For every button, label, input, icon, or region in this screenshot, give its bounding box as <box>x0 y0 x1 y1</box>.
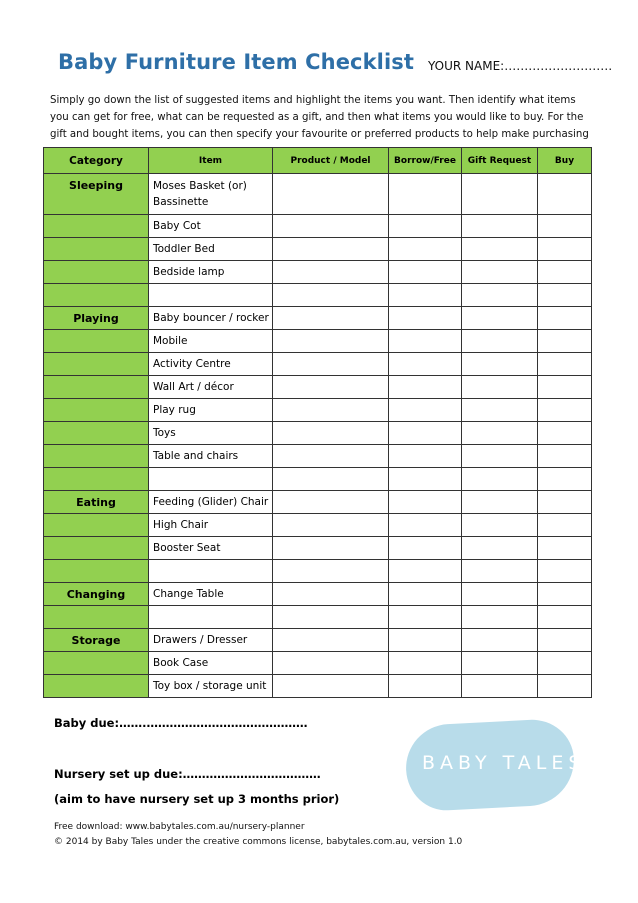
table-row <box>44 629 592 652</box>
product-model-cell <box>273 583 389 606</box>
item-cell: Drawers / Dresser <box>149 629 273 652</box>
gift-request-cell <box>462 560 538 583</box>
item-cell: Wall Art / décor <box>149 376 273 399</box>
item-cell: Mobile <box>149 330 273 353</box>
item-cell: Toddler Bed <box>149 238 273 261</box>
product-model-cell <box>273 399 389 422</box>
category-cell: Sleeping <box>44 174 149 215</box>
category-cell <box>44 399 149 422</box>
category-cell: Storage <box>44 629 149 652</box>
buy-cell <box>538 215 592 238</box>
item-cell: Moses Basket (or) Bassinette <box>149 174 273 215</box>
table-row <box>44 606 592 629</box>
category-cell <box>44 514 149 537</box>
buy-cell <box>538 606 592 629</box>
item-cell: Toys <box>149 422 273 445</box>
gift-request-cell <box>462 583 538 606</box>
borrow-free-cell <box>389 468 462 491</box>
product-model-cell <box>273 491 389 514</box>
table-row <box>44 491 592 514</box>
gift-request-cell <box>462 491 538 514</box>
gift-request-cell <box>462 468 538 491</box>
column-header-buy: Buy <box>538 148 592 174</box>
borrow-free-cell <box>389 445 462 468</box>
item-cell <box>149 284 273 307</box>
borrow-free-cell <box>389 174 462 215</box>
borrow-free-cell <box>389 215 462 238</box>
buy-cell <box>538 307 592 330</box>
gift-request-cell <box>462 307 538 330</box>
item-cell: Play rug <box>149 399 273 422</box>
table-row <box>44 174 592 215</box>
buy-cell <box>538 376 592 399</box>
footer-download: Free download: www.babytales.com.au/nursery-planner <box>54 822 305 832</box>
product-model-cell <box>273 514 389 537</box>
borrow-free-cell <box>389 675 462 698</box>
baby-tales-logo-text: BABY TALES <box>422 752 586 774</box>
intro-paragraph: Simply go down the list of suggested items and highlight the items you want. Then identify what items you can get for free, what can be requested as a gift, and then what items you would like to buy. For the gift and bought items, you can then specify your favourite or preferred products to help make purchasing <box>50 95 589 140</box>
gift-request-cell <box>462 399 538 422</box>
category-cell <box>44 238 149 261</box>
category-cell: Changing <box>44 583 149 606</box>
table-row <box>44 468 592 491</box>
borrow-free-cell <box>389 606 462 629</box>
table-row <box>44 514 592 537</box>
category-cell <box>44 537 149 560</box>
table-row <box>44 261 592 284</box>
gift-request-cell <box>462 174 538 215</box>
category-cell <box>44 652 149 675</box>
table-row <box>44 445 592 468</box>
table-row <box>44 376 592 399</box>
borrow-free-cell <box>389 491 462 514</box>
product-model-cell <box>273 445 389 468</box>
borrow-free-cell <box>389 652 462 675</box>
borrow-free-cell <box>389 261 462 284</box>
product-model-cell <box>273 652 389 675</box>
product-model-cell <box>273 675 389 698</box>
table-row <box>44 330 592 353</box>
checklist-table <box>43 147 592 698</box>
table-row <box>44 238 592 261</box>
your-name-field: YOUR NAME:……………………… <box>428 59 613 73</box>
item-cell: Toy box / storage unit <box>149 675 273 698</box>
gift-request-cell <box>462 330 538 353</box>
category-cell <box>44 215 149 238</box>
table-row <box>44 422 592 445</box>
buy-cell <box>538 468 592 491</box>
product-model-cell <box>273 606 389 629</box>
product-model-cell <box>273 353 389 376</box>
borrow-free-cell <box>389 376 462 399</box>
category-cell <box>44 330 149 353</box>
item-cell <box>149 560 273 583</box>
product-model-cell <box>273 560 389 583</box>
borrow-free-cell <box>389 399 462 422</box>
buy-cell <box>538 261 592 284</box>
category-cell: Eating <box>44 491 149 514</box>
borrow-free-cell <box>389 514 462 537</box>
table-row <box>44 215 592 238</box>
buy-cell <box>538 174 592 215</box>
gift-request-cell <box>462 238 538 261</box>
borrow-free-cell <box>389 353 462 376</box>
table-row <box>44 284 592 307</box>
buy-cell <box>538 445 592 468</box>
gift-request-cell <box>462 629 538 652</box>
page-title: Baby Furniture Item Checklist <box>58 50 415 74</box>
category-cell <box>44 261 149 284</box>
buy-cell <box>538 675 592 698</box>
buy-cell <box>538 284 592 307</box>
gift-request-cell <box>462 675 538 698</box>
gift-request-cell <box>462 606 538 629</box>
category-cell <box>44 606 149 629</box>
item-cell: Change Table <box>149 583 273 606</box>
baby-due-line: Baby due:…….…………………………………… <box>54 716 308 730</box>
gift-request-cell <box>462 215 538 238</box>
category-cell <box>44 445 149 468</box>
category-cell <box>44 284 149 307</box>
buy-cell <box>538 514 592 537</box>
category-cell <box>44 675 149 698</box>
buy-cell <box>538 652 592 675</box>
buy-cell <box>538 583 592 606</box>
buy-cell <box>538 537 592 560</box>
item-cell: Booster Seat <box>149 537 273 560</box>
buy-cell <box>538 560 592 583</box>
table-row <box>44 583 592 606</box>
gift-request-cell <box>462 537 538 560</box>
category-cell <box>44 353 149 376</box>
gift-request-cell <box>462 261 538 284</box>
category-cell <box>44 560 149 583</box>
buy-cell <box>538 491 592 514</box>
column-header-borrow-free: Borrow/Free <box>389 148 462 174</box>
table-row <box>44 675 592 698</box>
buy-cell <box>538 330 592 353</box>
product-model-cell <box>273 468 389 491</box>
borrow-free-cell <box>389 238 462 261</box>
product-model-cell <box>273 174 389 215</box>
table-row <box>44 353 592 376</box>
item-cell: High Chair <box>149 514 273 537</box>
product-model-cell <box>273 537 389 560</box>
buy-cell <box>538 629 592 652</box>
product-model-cell <box>273 284 389 307</box>
product-model-cell <box>273 261 389 284</box>
item-cell: Activity Centre <box>149 353 273 376</box>
column-header-category: Category <box>44 148 149 174</box>
item-cell: Baby Cot <box>149 215 273 238</box>
gift-request-cell <box>462 652 538 675</box>
category-cell: Playing <box>44 307 149 330</box>
item-cell: Bedside lamp <box>149 261 273 284</box>
item-cell: Feeding (Glider) Chair <box>149 491 273 514</box>
gift-request-cell <box>462 284 538 307</box>
item-cell: Book Case <box>149 652 273 675</box>
item-cell: Table and chairs <box>149 445 273 468</box>
product-model-cell <box>273 376 389 399</box>
gift-request-cell <box>462 376 538 399</box>
buy-cell <box>538 422 592 445</box>
gift-request-cell <box>462 422 538 445</box>
borrow-free-cell <box>389 330 462 353</box>
buy-cell <box>538 238 592 261</box>
column-header-item: Item <box>149 148 273 174</box>
nursery-note: (aim to have nursery set up 3 months prior) <box>54 792 340 806</box>
buy-cell <box>538 353 592 376</box>
item-cell <box>149 468 273 491</box>
borrow-free-cell <box>389 307 462 330</box>
buy-cell <box>538 399 592 422</box>
borrow-free-cell <box>389 560 462 583</box>
footer-copyright: © 2014 by Baby Tales under the creative commons license, babytales.com.au, version 1.0 <box>54 837 463 847</box>
borrow-free-cell <box>389 284 462 307</box>
product-model-cell <box>273 330 389 353</box>
gift-request-cell <box>462 445 538 468</box>
borrow-free-cell <box>389 422 462 445</box>
category-cell <box>44 422 149 445</box>
column-header-gift-request: Gift Request <box>462 148 538 174</box>
gift-request-cell <box>462 353 538 376</box>
borrow-free-cell <box>389 537 462 560</box>
table-row <box>44 560 592 583</box>
category-cell <box>44 468 149 491</box>
table-row <box>44 537 592 560</box>
table-header-row <box>44 148 592 174</box>
gift-request-cell <box>462 514 538 537</box>
table-row <box>44 399 592 422</box>
product-model-cell <box>273 629 389 652</box>
item-cell: Baby bouncer / rocker <box>149 307 273 330</box>
borrow-free-cell <box>389 629 462 652</box>
item-cell <box>149 606 273 629</box>
column-header-product-model: Product / Model <box>273 148 389 174</box>
table-body <box>44 174 592 698</box>
borrow-free-cell <box>389 583 462 606</box>
product-model-cell <box>273 422 389 445</box>
category-cell <box>44 376 149 399</box>
product-model-cell <box>273 238 389 261</box>
table-row <box>44 307 592 330</box>
table-row <box>44 652 592 675</box>
product-model-cell <box>273 215 389 238</box>
product-model-cell <box>273 307 389 330</box>
nursery-setup-line: Nursery set up due:……………………………… <box>54 767 321 781</box>
